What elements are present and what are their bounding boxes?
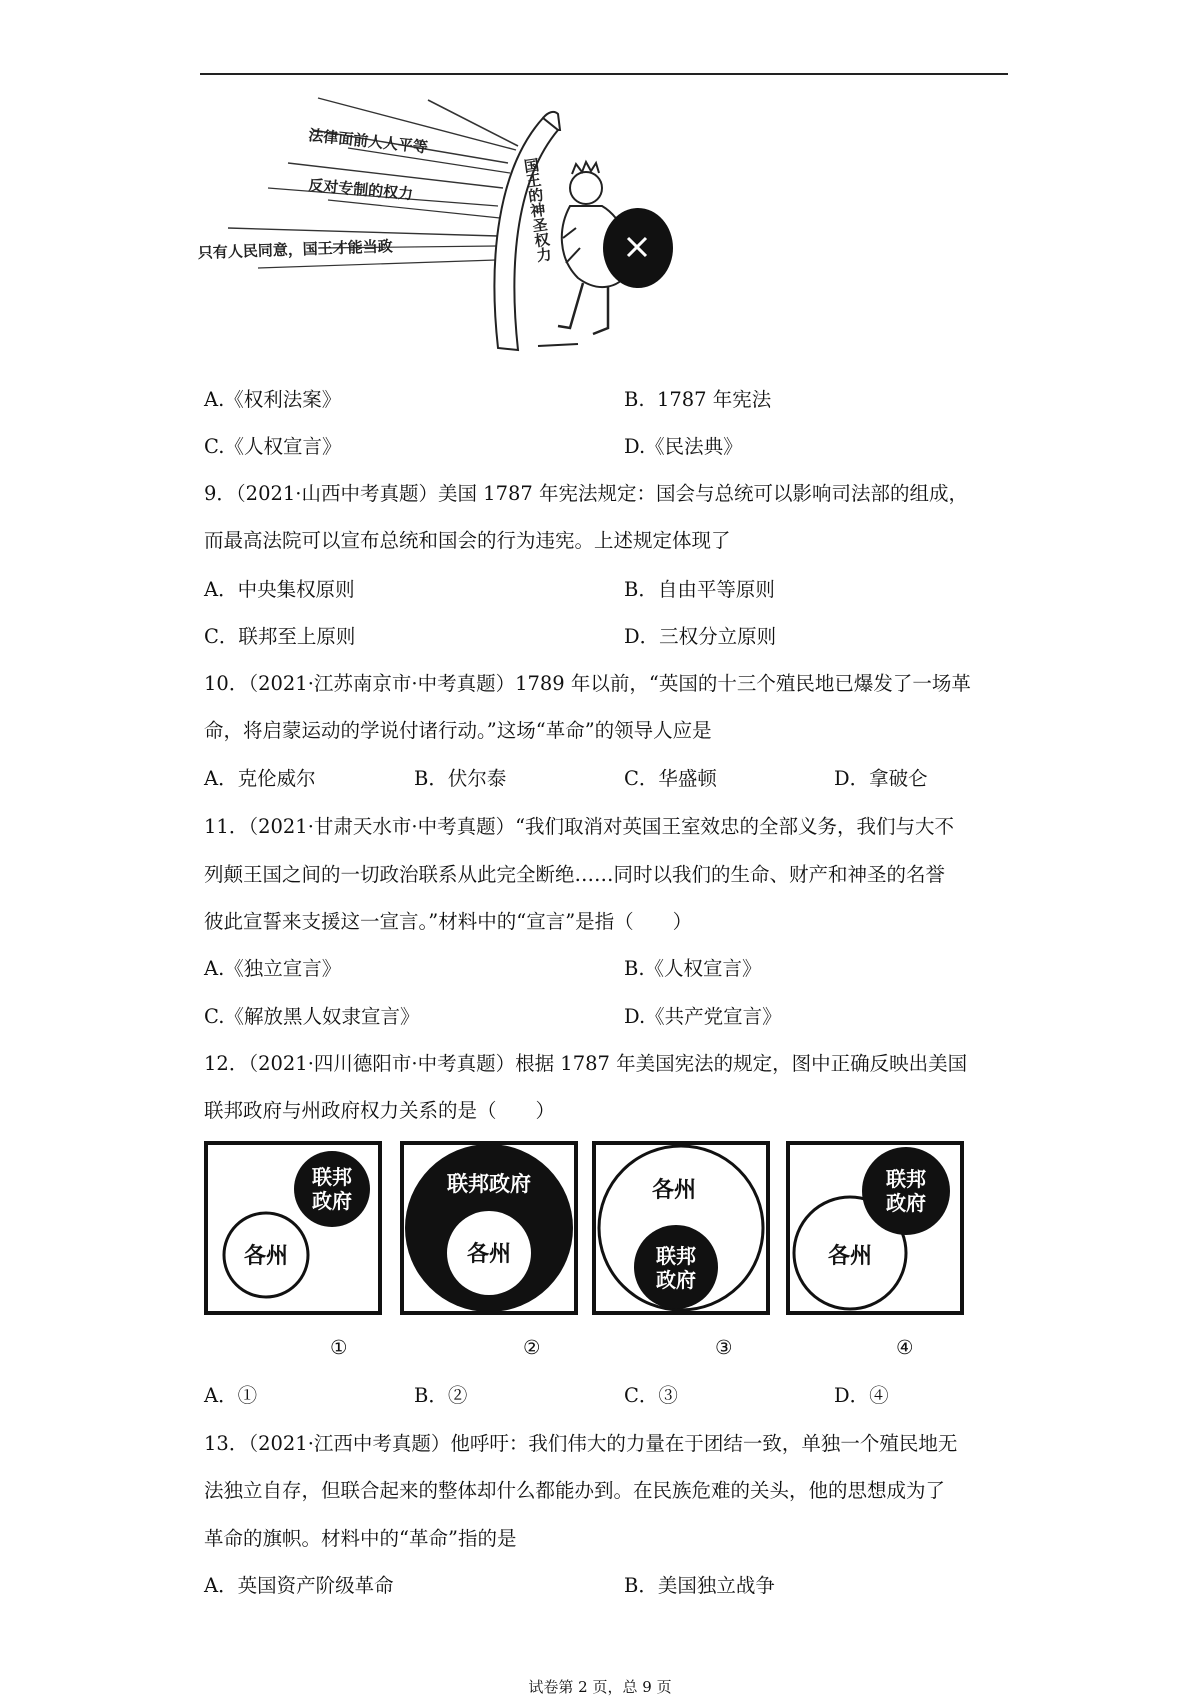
page-footer: 试卷第 2 页，总 9 页 [528, 1678, 672, 1696]
q11-stem-line-3: 彼此宣誓来支援这一宣言。”材料中的“宣言”是指（ ） [204, 910, 693, 933]
q10-option-b: B．伏尔泰 [414, 767, 507, 790]
diagram-3 [592, 1141, 770, 1315]
diagram-3-number: ③ [715, 1336, 733, 1359]
q10-option-a: A．克伦威尔 [204, 767, 316, 790]
q9-option-c: C．联邦至上原则 [204, 625, 356, 648]
diagram-4-states-label: 各州 [827, 1244, 873, 1269]
q9-option-d: D．三权分立原则 [624, 625, 777, 648]
diagram-1 [204, 1141, 382, 1315]
diagram-2 [400, 1141, 578, 1315]
q12-option-c: C．③ [624, 1384, 678, 1407]
cartoon-label-consent: 只有人民同意，国王才能当政 [198, 237, 394, 262]
q8-option-d: D.《民法典》 [624, 435, 743, 458]
q12-stem-line-2: 联邦政府与州政府权力关系的是（ ） [204, 1099, 556, 1122]
header-rule [200, 73, 1008, 75]
cartoon-label-anti-tyranny: 反对专制的权力 [307, 176, 414, 204]
q11-option-d: D.《共产党宣言》 [624, 1005, 782, 1028]
diagram-4-federal-line2: 政府 [886, 1191, 926, 1215]
q10-stem-line-2: 命，将启蒙运动的学说付诸行动。”这场“革命”的领导人应是 [204, 719, 712, 742]
diagram-1-federal-line2: 政府 [312, 1189, 352, 1213]
king-divine-right-cartoon [198, 88, 688, 368]
cartoon-shield-label: 国王的神圣权力 [521, 156, 554, 264]
q13-stem-line-1: 13．（2021·江西中考真题）他呼吁：我们伟大的力量在于团结一致，单独一个殖民地无 [204, 1432, 958, 1455]
q13-option-a: A．英国资产阶级革命 [204, 1574, 394, 1597]
diagram-2-federal-label: 联邦政府 [447, 1172, 531, 1196]
diagram-1-number: ① [330, 1336, 348, 1359]
q11-stem-line-1: 11．（2021·甘肃天水市·中考真题）“我们取消对英国王室效忠的全部义务，我们与大不 [204, 815, 955, 838]
diagram-3-federal-line1: 联邦 [656, 1244, 696, 1268]
q10-option-c: C．华盛顿 [624, 767, 717, 790]
q8-option-b: B. 1787 年宪法 [624, 388, 772, 411]
q10-option-d: D．拿破仑 [834, 767, 928, 790]
diagram-2-states-label: 各州 [466, 1242, 512, 1267]
diagram-4 [786, 1141, 964, 1315]
cartoon-label-equality: 法律面前人人平等 [307, 126, 429, 157]
q9-stem-line-2: 而最高法院可以宣布总统和国会的行为违宪。上述规定体现了 [204, 529, 731, 552]
diagram-1-federal-line1: 联邦 [312, 1165, 352, 1189]
diagram-2-number: ② [523, 1336, 541, 1359]
q13-option-b: B．美国独立战争 [624, 1574, 775, 1597]
q9-option-a: A．中央集权原则 [204, 578, 355, 601]
diagram-3-federal-line2: 政府 [656, 1268, 696, 1292]
q8-option-a: A.《权利法案》 [204, 388, 342, 411]
q11-stem-line-2: 列颠王国之间的一切政治联系从此完全断绝……同时以我们的生命、财产和神圣的名誉 [204, 863, 946, 886]
diagram-3-states-label: 各州 [651, 1178, 697, 1203]
q10-stem-line-1: 10．（2021·江苏南京市·中考真题）1789 年以前，“英国的十三个殖民地已爆发了一场革 [204, 672, 971, 695]
diagram-1-states-label: 各州 [243, 1244, 289, 1269]
diagram-4-federal-line1: 联邦 [886, 1167, 926, 1191]
q13-stem-line-3: 革命的旗帜。材料中的“革命”指的是 [204, 1527, 517, 1550]
diagram-4-number: ④ [896, 1336, 914, 1359]
q11-option-b: B.《人权宣言》 [624, 957, 762, 980]
q9-option-b: B．自由平等原则 [624, 578, 775, 601]
q13-stem-line-2: 法独立自存，但联合起来的整体却什么都能办到。在民族危难的关头，他的思想成为了 [204, 1479, 946, 1502]
q11-option-a: A.《独立宣言》 [204, 957, 342, 980]
q12-stem-line-1: 12．（2021·四川德阳市·中考真题）根据 1787 年美国宪法的规定，图中正确反映出美国 [204, 1052, 968, 1075]
q12-option-d: D．④ [834, 1384, 889, 1407]
q11-option-c: C.《解放黑人奴隶宣言》 [204, 1005, 420, 1028]
q9-stem-line-1: 9．（2021·山西中考真题）美国 1787 年宪法规定：国会与总统可以影响司法部的组成， [204, 482, 969, 505]
q12-option-b: B．② [414, 1384, 468, 1407]
q12-option-a: A．① [204, 1384, 258, 1407]
q8-option-c: C.《人权宣言》 [204, 435, 342, 458]
